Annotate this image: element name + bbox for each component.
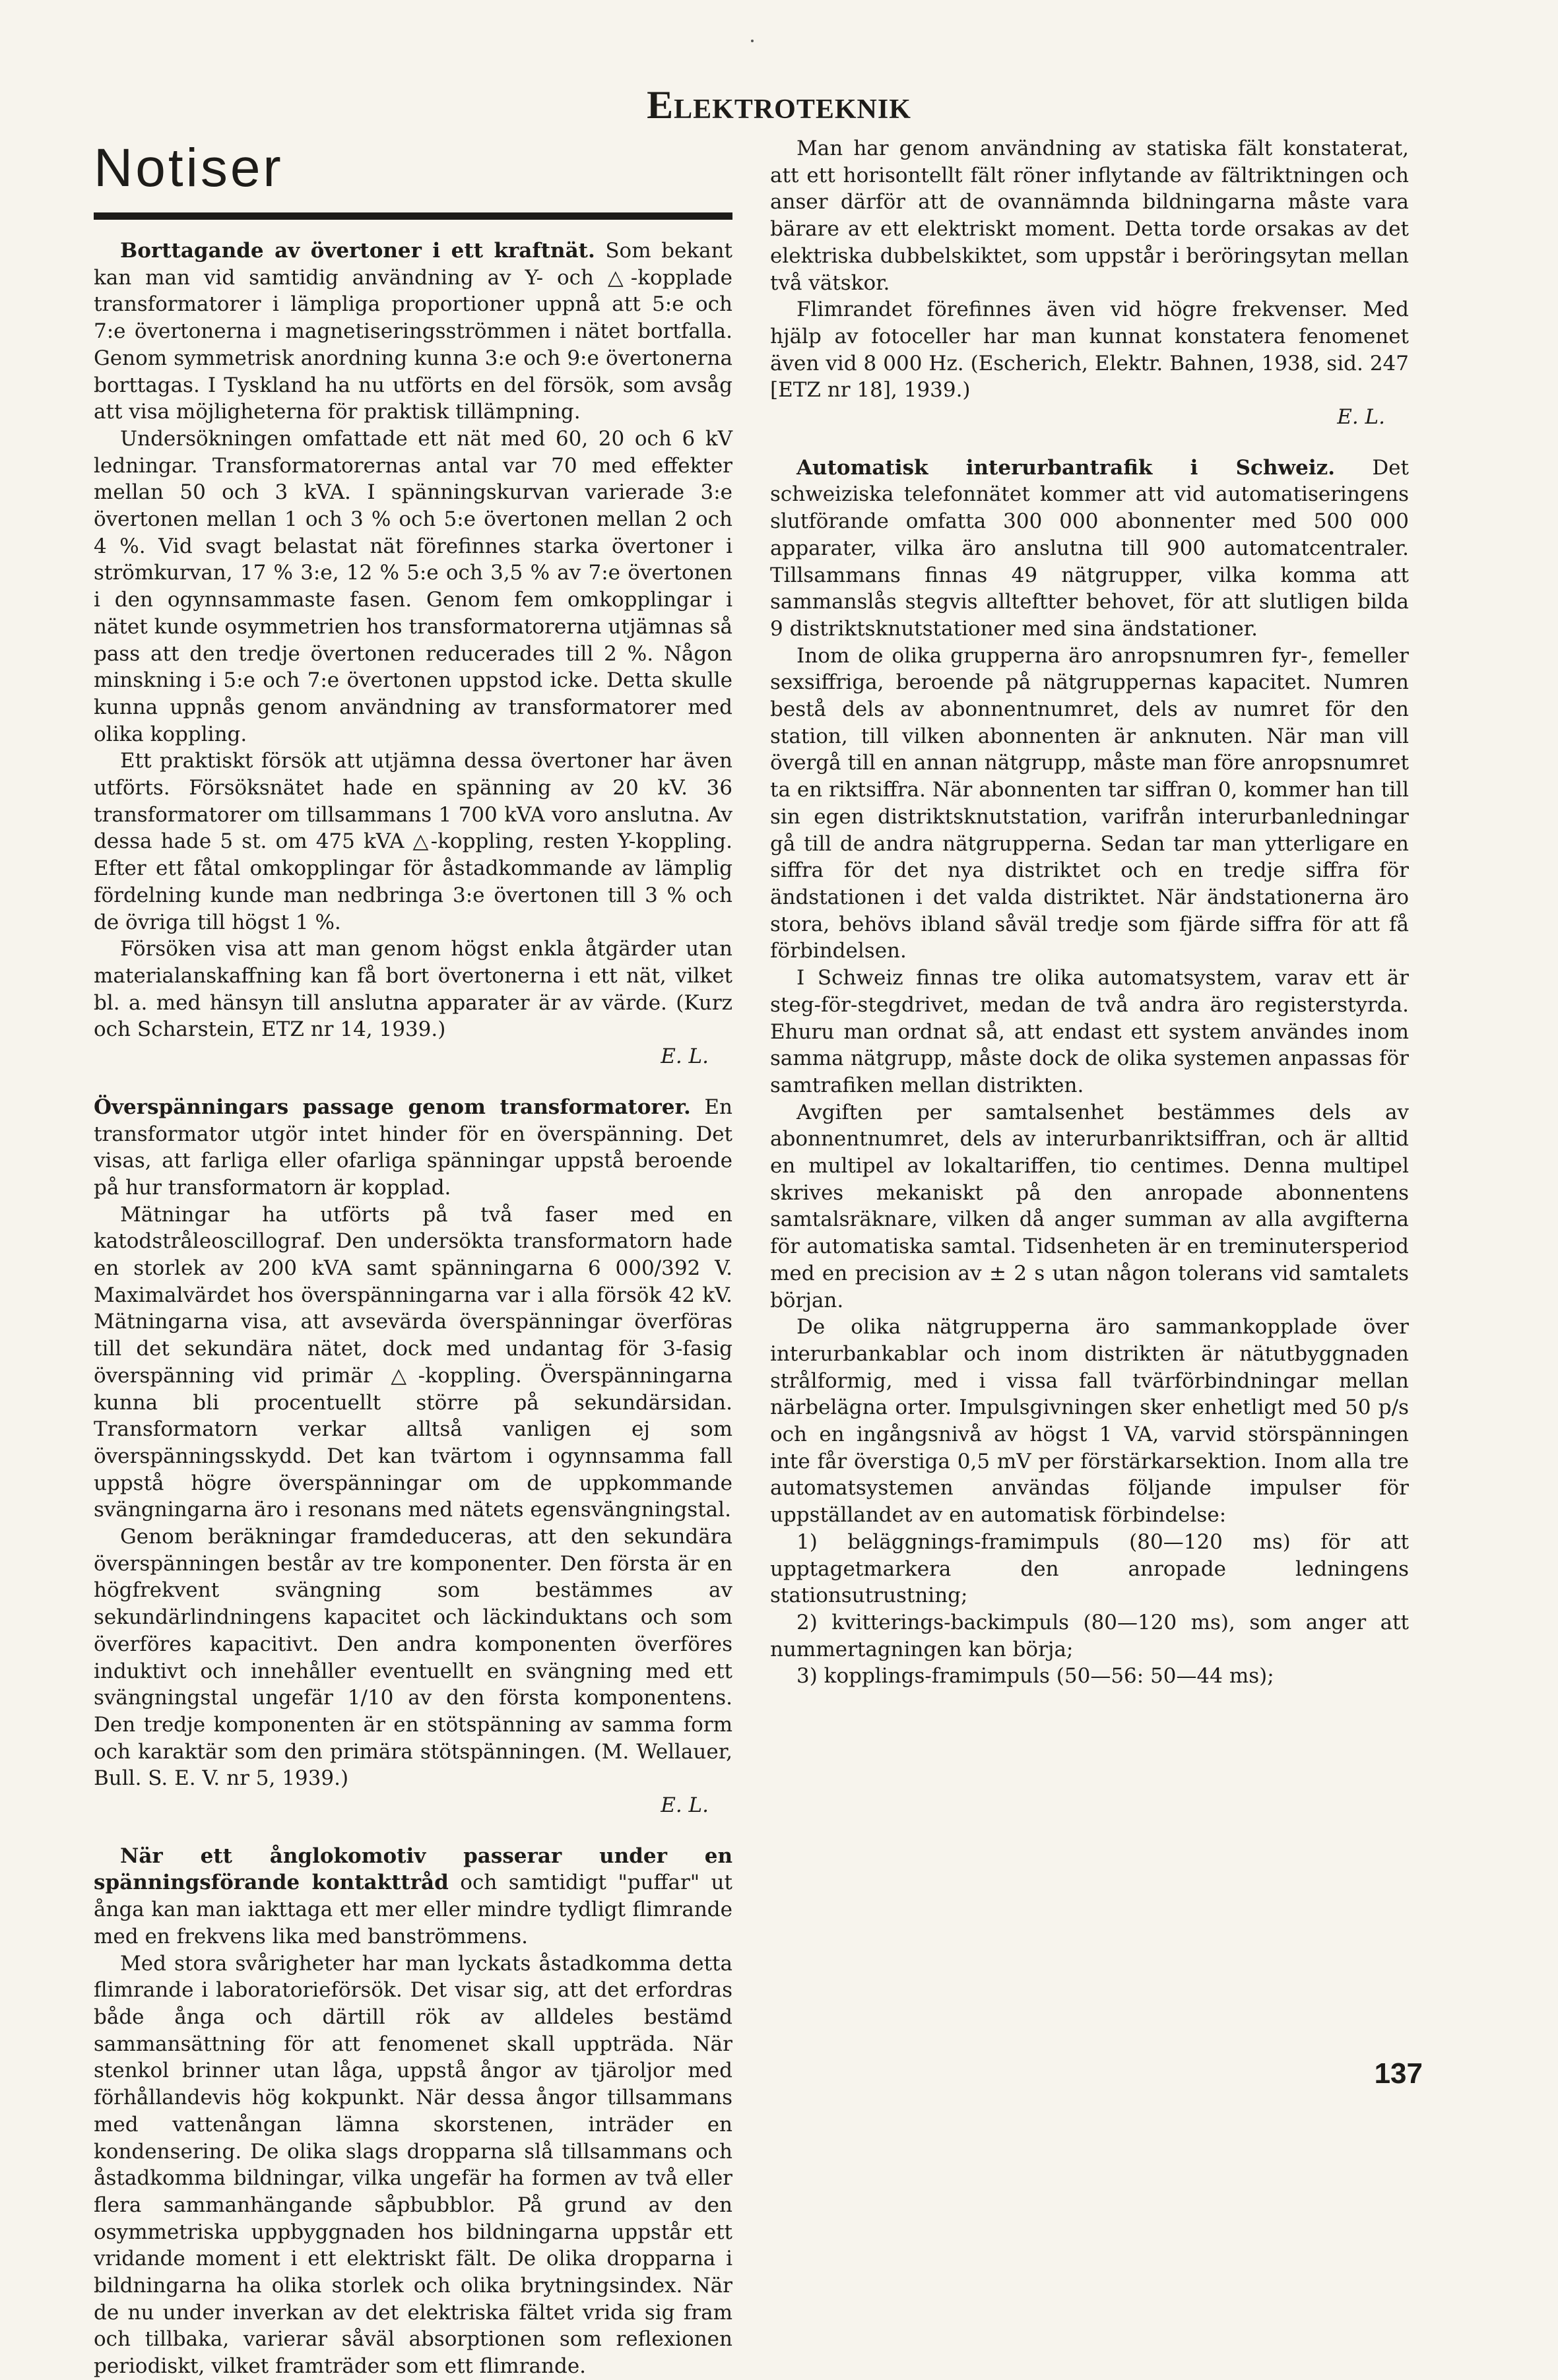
article-paragraph-continued: Med stora svårigheter har man lyckats åstadkomma detta flimrande i laboratorieförsök. Det visar sig, att det erfordras både ånga och därtill rök av alldeles bestämd sammansättning för att fenomenet skall uppträda. När stenkol brinner utan låga, uppstå ångor av tjäroljor med förhållandevis hög kokpunkt. När dessa ångor tillsammans med vattenångan lämna skorstenen, inträder en kondensering. De olika slags dropparna slå tillsammans och åstadkomma bildningar, vilka ungefär ha formen av två eller flera sammanhängande såpbubblor. På grund av den osymmetriska uppbyggnaden hos bildningarna uppstår ett vridande moment i ett elektriskt fält. De olika dropparna i bildningarna ha olika storlek och olika brytningsindex. När de nu under inverkan av det elektriska fältet vrida sig fram och tillbaka, varierar såväl absorptionen som reflexionen periodiskt, vilket framträder som ett flimrande. <box>94 1951 732 2379</box>
article-signature: E. L. <box>1337 405 1385 430</box>
article-paragraph: och samtidigt "puffar" ut ånga kan man iakttaga ett mer eller mindre tydligt flimrande med en frekvens lika med banströmmens. <box>94 1871 732 1948</box>
page-number: 137 <box>1374 2057 1423 2090</box>
article-paragraph: Inom de olika grupperna äro anropsnumren fyr-, femeller sexsiffriga, beroende på nätgruppernas kapacitet. Numren bestå dels av abonnentnumret, dels av numret för den station, till vilken abonnenten är anknuten. När man vill övergå till en annan nätgrupp, måste man före anropsnumret ta en riktsiffra. När abonnenten tar siffran 0, kommer han till sin egen distriktsknutstation, varifrån interurbanledningar gå till de andra nätgrupperna. Sedan tar man ytterligare en siffra för det nya distriktet och en tredje siffra för ändstationen i det valda distriktet. När ändstationerna äro stora, behövs ibland såväl tredje som fjärde siffra för att få förbindelsen. <box>770 643 1409 963</box>
section-rule <box>94 212 732 220</box>
article-paragraph: Ett praktiskt försök att utjämna dessa övertoner har även utförts. Försöksnätet hade en spänning av 20 kV. 36 transformatorer om tillsammans 1 700 kVA voro anslutna. Av dessa hade 5 st. om 475 kVA △-koppling, resten Y-koppling. Efter ett fåtal omkopplingar för åstadkommande av lämplig fördelning kunde man nedbringa 3:e övertonen till 3 % och de övriga till högst 1 %. <box>94 749 732 934</box>
article-paragraph: De olika nätgrupperna äro sammankopplade över interurbankablar och inom distrikten är nätutbyggnaden strålformig, med i vissa fall tvärförbindningar mellan närbelägna orter. Impulsgivningen sker enhetligt med 50 p/s och en ingångsnivå av högst 1 VA, varvid störspänningen inte får överstiga 0,5 mV per förstärkarsektion. Inom alla tre automatsystemen användas följande impulser för uppställandet av en automatisk förbindelse: <box>770 1315 1409 1528</box>
article-paragraph: Avgiften per samtalsenhet bestämmes dels av abonnentnumret, dels av interurbanriktsiffran, och är alltid en multipel av lokaltariffen, tio centimes. Denna multipel skrives mekaniskt på den anropade abonnentens samtalsräknare, vilken då anger summan av alla avgifterna för automatiska samtal. Tidsenheten är en treminutersperiod med en precision av ± 2 s utan någon tolerans vid samtalets början. <box>770 1100 1409 1312</box>
print-mark <box>751 40 754 42</box>
article-paragraph: Försöken visa att man genom högst enkla åtgärder utan materialanskaffning kan få bort övertonerna i ett nät, vilket bl. a. med hänsyn till anslutna apparater är av värde. (Kurz och Scharstein, ETZ nr 14, 1939.) <box>94 937 732 1042</box>
list-item: 3) kopplings-framimpuls (50—56: 50—44 ms); <box>796 1664 1274 1689</box>
right-column <box>770 135 1409 1690</box>
article-headline: Automatisk interurbantrafik i Schweiz. <box>796 455 1336 480</box>
article-paragraph: Mätningar ha utförts på två faser med en katodstråleoscillograf. Den undersökta transformatorn hade en storlek av 200 kVA samt spänningarna 6 000/392 V. Maximalvärdet hos överspänningarna var i alla försök 42 kV. Mätningarna visa, att avsevärda överspänningar överföras till det sekundära nätet, dock med undantag för 3-fasig överspänning vid primär △-koppling. Överspänningarna kunna bli procentuellt större på sekundärsidan. Transformatorn verkar alltså vanligen ej som överspänningsskydd. Det kan tvärtom i ogynnsamma fall uppstå högre överspänningar om de uppkommande svängningarna äro i resonans med nätets egensvängningstal. <box>94 1202 732 1522</box>
article-anglokomotiv-lead <box>94 1843 732 1950</box>
section-title: Notiser <box>94 138 284 198</box>
article-paragraph: Det schweiziska telefonnätet kommer att vid automatiseringens slutförande omfatta 300 000 abonnenter med 500 000 apparater, vilka äro anslutna till 900 automatcentraler. Tillsammans finnas 49 nätgrupper, vilka komma att sammanslås stegvis allteftter behovet, för att slutligen bilda 9 distriktsknutstationer med sina ändstationer. <box>770 455 1409 641</box>
article-headline: Överspänningars passage genom transformatorer. <box>94 1095 691 1119</box>
list-item: 1) beläggnings-framimpuls (80—120 ms) för att upptagetmarkera den anropade ledningens stationsutrustning; <box>770 1529 1409 1608</box>
article-paragraph: Man har genom användning av statiska fält konstaterat, att ett horisontellt fält röner inflytande av fältriktningen och anser därför att de ovannämnda bildningarna måste vara bärare av ett elektriskt moment. Detta torde orsakas av det elektriska dubbelskiktet, som uppstår i beröringsytan mellan två vätskor. <box>770 137 1409 295</box>
list-item: 2) kvitterings-backimpuls (80—120 ms), som anger att nummertagningen kan börja; <box>770 1610 1409 1661</box>
journal-header: Elektroteknik <box>647 83 911 127</box>
article-interurban-lead <box>770 455 1409 643</box>
article-paragraph: Flimrandet förefinnes även vid högre frekvenser. Med hjälp av fotoceller har man kunnat konstatera fenomenet även vid 8 000 Hz. (Escherich, Elektr. Bahnen, 1938, sid. 247 [ETZ nr 18], 1939.) <box>770 298 1409 402</box>
article-paragraph: Genom beräkningar framdeduceras, att den sekundära överspänningen består av tre komponenter. Den första är en högfrekvent svängning som bestämmes av sekundärlindningens kapacitet och läckinduktans och som överföres kapacitivt. Den andra komponenten överföres induktivt och innehåller eventuellt en svängning med ett svängningstal ungefär 1/10 av den första komponentens. Den tredje komponenten är en stötspänning av samma form och karaktär som den primära stötspänningen. (M. Wellauer, Bull. S. E. V. nr 5, 1939.) <box>94 1525 732 1791</box>
article-paragraph: I Schweiz finnas tre olika automatsystem, varav ett är steg-för-stegdrivet, medan de två andra äro registerstyrda. Ehuru man ordnat så, att endast ett system användes inom samma nätgrupp, måste dock de olika systemen anpassas för samtrafiken mellan distrikten. <box>770 966 1409 1097</box>
article-borttagande-lead <box>94 238 732 426</box>
article-paragraph: Undersökningen omfattade ett nät med 60, 20 och 6 kV ledningar. Transformatorernas antal var 70 med effekter mellan 50 och 3 kVA. I spänningskurvan varierade 3:e övertonen mellan 1 och 3 % och 5:e övertonen mellan 2 och 4 %. Vid svagt belastat nät förefinnes starka övertoner i strömkurvan, 17 % 3:e, 12 % 5:e och 3,5 % av 7:e övertonen i den ogynnsammaste fasen. Genom fem omkopplingar i nätet kunde osymmetrien hos transformatorerna utjämnas så pass att den tredje övertonen reducerades till 2 %. Någon minskning i 5:e och 7:e övertonen uppstod icke. Detta skulle kunna uppnås genom användning av transformatorer med olika koppling. <box>94 426 732 746</box>
article-overspanningar-lead <box>94 1094 732 1202</box>
article-signature: E. L. <box>661 1793 709 1818</box>
article-headline: När ett ånglokomotiv passerar under en spänningsförande kontakttråd <box>94 1844 732 1895</box>
article-signature: E. L. <box>661 1045 709 1069</box>
article-headline: Borttagande av övertoner i ett kraftnät. <box>120 239 595 263</box>
article-paragraph: Som bekant kan man vid samtidig användning av Y- och △-kopplade transformatorer i lämpliga proportioner uppnå att 5:e och 7:e övertonerna i magnetiseringsströmmen i nätet bortfalla. Genom symmetrisk anordning kunna 3:e och 9:e övertonerna borttagas. I Tyskland ha nu utförts en del försök, som avsåg att visa möjligheterna för praktisk tillämpning. <box>94 239 733 424</box>
article-paragraph: En transformator utgör intet hinder för en överspänning. Det visas, att farliga eller ofarliga spänningar uppstå beroende på hur transformatorn är kopplad. <box>94 1095 732 1200</box>
left-column <box>94 238 732 2380</box>
